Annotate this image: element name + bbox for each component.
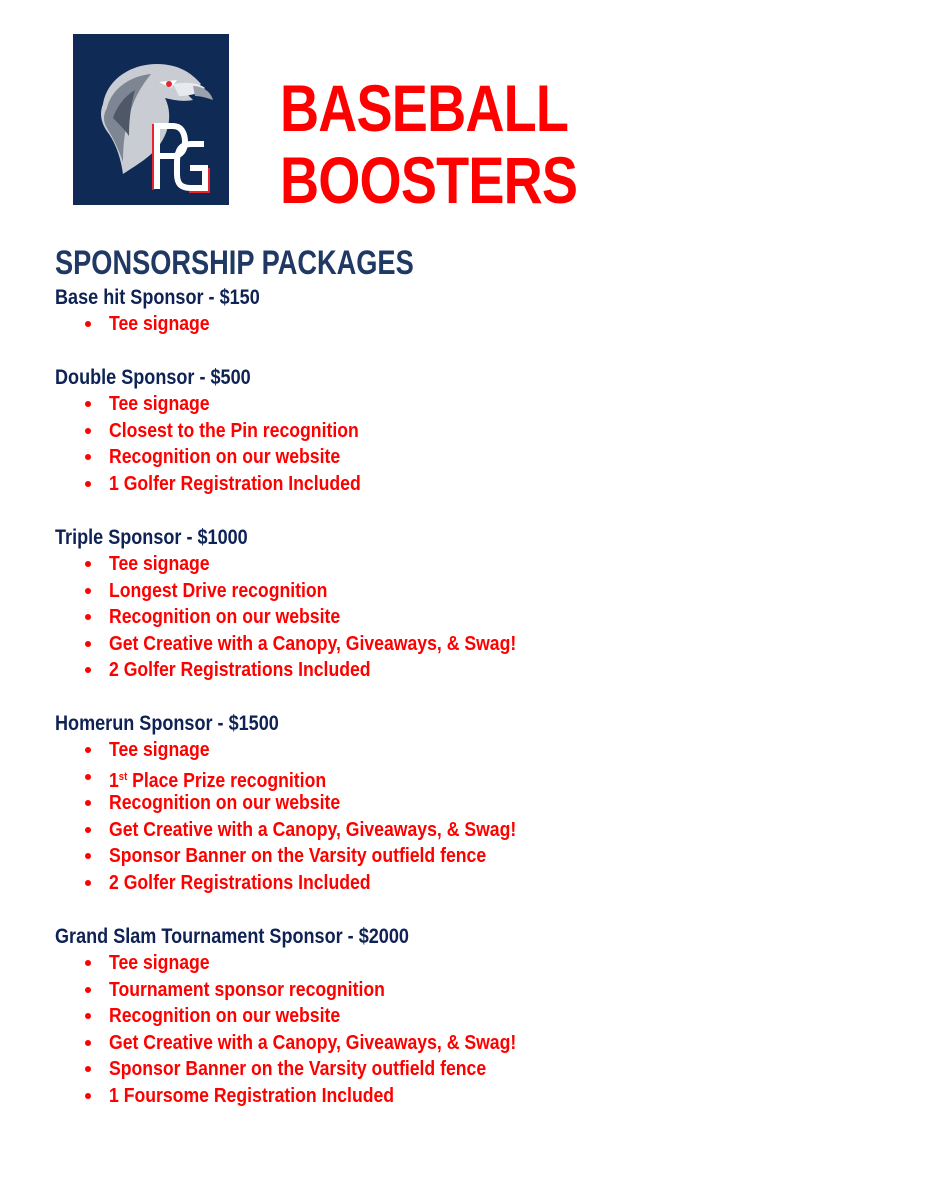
list-item: 1 Golfer Registration Included xyxy=(55,471,875,498)
list-item: Recognition on our website xyxy=(55,1003,875,1030)
list-item: Tee signage xyxy=(55,311,875,338)
list-item: 1 Foursome Registration Included xyxy=(55,1083,875,1110)
list-item: 1st Place Prize recognition xyxy=(55,764,875,791)
package-title: Base hit Sponsor - $150 xyxy=(55,286,260,309)
package-title: Homerun Sponsor - $1500 xyxy=(55,712,279,735)
package-benefits xyxy=(55,311,875,338)
list-item: Sponsor Banner on the Varsity outfield fence xyxy=(55,843,875,870)
bullet-icon xyxy=(85,428,91,434)
list-item: Tee signage xyxy=(55,950,875,977)
bullet-icon xyxy=(85,481,91,487)
bullet-icon xyxy=(85,1040,91,1046)
package-benefits xyxy=(55,737,875,897)
bullet-icon xyxy=(85,1013,91,1019)
title-line-1: BASEBALL xyxy=(280,71,569,145)
package-triple xyxy=(55,525,875,684)
bullet-icon xyxy=(85,853,91,859)
bullet-icon xyxy=(85,321,91,327)
package-homerun xyxy=(55,711,875,897)
list-item: Tee signage xyxy=(55,737,875,764)
bullet-icon xyxy=(85,401,91,407)
list-item: 2 Golfer Registrations Included xyxy=(55,657,875,684)
list-item: Get Creative with a Canopy, Giveaways, & Swag! xyxy=(55,1030,875,1057)
eagle-head-icon xyxy=(73,34,229,205)
list-item: Tee signage xyxy=(55,391,875,418)
list-item: Longest Drive recognition xyxy=(55,578,875,605)
bullet-icon xyxy=(85,561,91,567)
bullet-icon xyxy=(85,1093,91,1099)
package-double xyxy=(55,365,875,497)
list-item: 2 Golfer Registrations Included xyxy=(55,870,875,897)
section-heading: SPONSORSHIP PACKAGES xyxy=(55,244,414,282)
package-grand-slam xyxy=(55,924,875,1110)
list-item: Recognition on our website xyxy=(55,604,875,631)
list-item: Closest to the Pin recognition xyxy=(55,418,875,445)
bullet-icon xyxy=(85,667,91,673)
package-base-hit xyxy=(55,285,875,338)
bullet-icon xyxy=(85,588,91,594)
package-title: Triple Sponsor - $1000 xyxy=(55,526,248,549)
bullet-icon xyxy=(85,880,91,886)
bullet-icon xyxy=(85,827,91,833)
title-line-2: BOOSTERS xyxy=(280,143,578,217)
bullet-icon xyxy=(85,1066,91,1072)
bullet-icon xyxy=(85,454,91,460)
list-item: Tee signage xyxy=(55,551,875,578)
package-benefits xyxy=(55,391,875,497)
bullet-icon xyxy=(85,747,91,753)
list-item: Get Creative with a Canopy, Giveaways, & Swag! xyxy=(55,817,875,844)
bullet-icon xyxy=(85,800,91,806)
list-item: Tournament sponsor recognition xyxy=(55,977,875,1004)
bullet-icon xyxy=(85,774,91,780)
package-benefits xyxy=(55,551,875,684)
bullet-icon xyxy=(85,641,91,647)
package-benefits xyxy=(55,950,875,1110)
list-item: Recognition on our website xyxy=(55,790,875,817)
bullet-icon xyxy=(85,987,91,993)
list-item: Sponsor Banner on the Varsity outfield fence xyxy=(55,1056,875,1083)
list-item: Get Creative with a Canopy, Giveaways, & Swag! xyxy=(55,631,875,658)
page-title xyxy=(280,71,578,217)
package-title: Double Sponsor - $500 xyxy=(55,366,251,389)
bullet-icon xyxy=(85,614,91,620)
list-item: Recognition on our website xyxy=(55,444,875,471)
bullet-icon xyxy=(85,960,91,966)
package-title: Grand Slam Tournament Sponsor - $2000 xyxy=(55,925,409,948)
pg-logo xyxy=(73,34,229,205)
